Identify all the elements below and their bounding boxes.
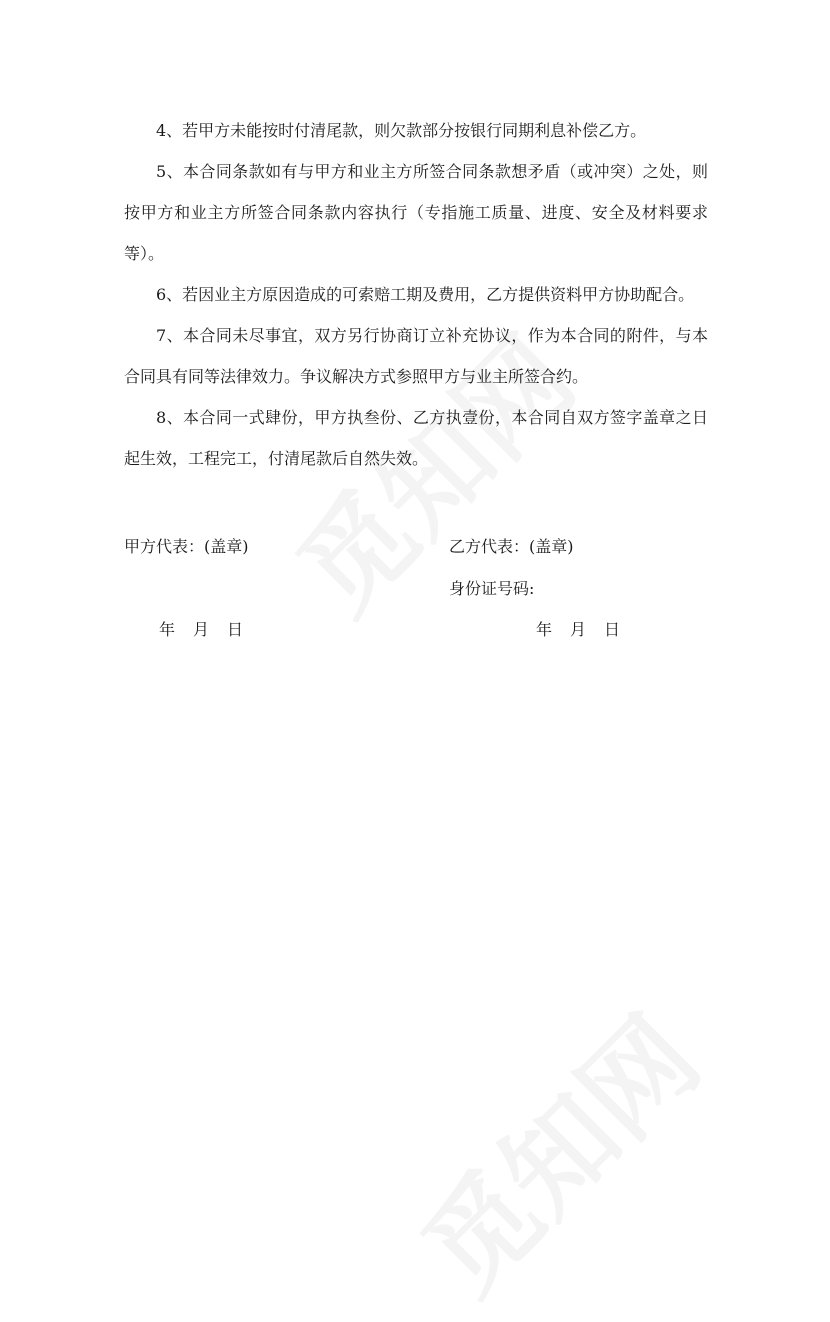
contract-clauses [124, 110, 708, 479]
party-a-date [159, 618, 243, 642]
party-a-representative: 甲方代表：(盖章) [124, 537, 249, 556]
party-b-representative: 乙方代表：(盖章) [449, 537, 574, 556]
clause-7: 7、本合同未尽事宜，双方另行协商订立补充协议，作为本合同的附件，与本合同具有同等法律效力。争议解决方式参照甲方与业主所签合约。 [124, 326, 708, 386]
clause-6: 6、若因业主方原因造成的可索赔工期及费用，乙方提供资料甲方协助配合。 [156, 285, 695, 304]
party-b-date [536, 618, 620, 642]
date-day: 日 [604, 620, 621, 639]
clause-8: 8、本合同一式肆份，甲方执叁份、乙方执壹份，本合同自双方签字盖章之日起生效，工程完工，付清尾款后自然失效。 [124, 408, 708, 468]
date-month: 月 [193, 620, 210, 639]
date-year: 年 [536, 620, 553, 639]
date-year: 年 [159, 620, 176, 639]
date-day: 日 [227, 620, 244, 639]
date-month: 月 [570, 620, 587, 639]
party-b-id-number: 身份证号码: [449, 579, 535, 598]
clause-4: 4、若甲方未能按时付清尾款，则欠款部分按银行同期利息补偿乙方。 [156, 121, 647, 140]
clause-5: 5、本合同条款如有与甲方和业主方所签合同条款想矛盾（或冲突）之处，则按甲方和业主方所签合同条款内容执行（专指施工质量、进度、安全及材料要求等）。 [124, 162, 708, 263]
watermark [382, 976, 727, 1321]
